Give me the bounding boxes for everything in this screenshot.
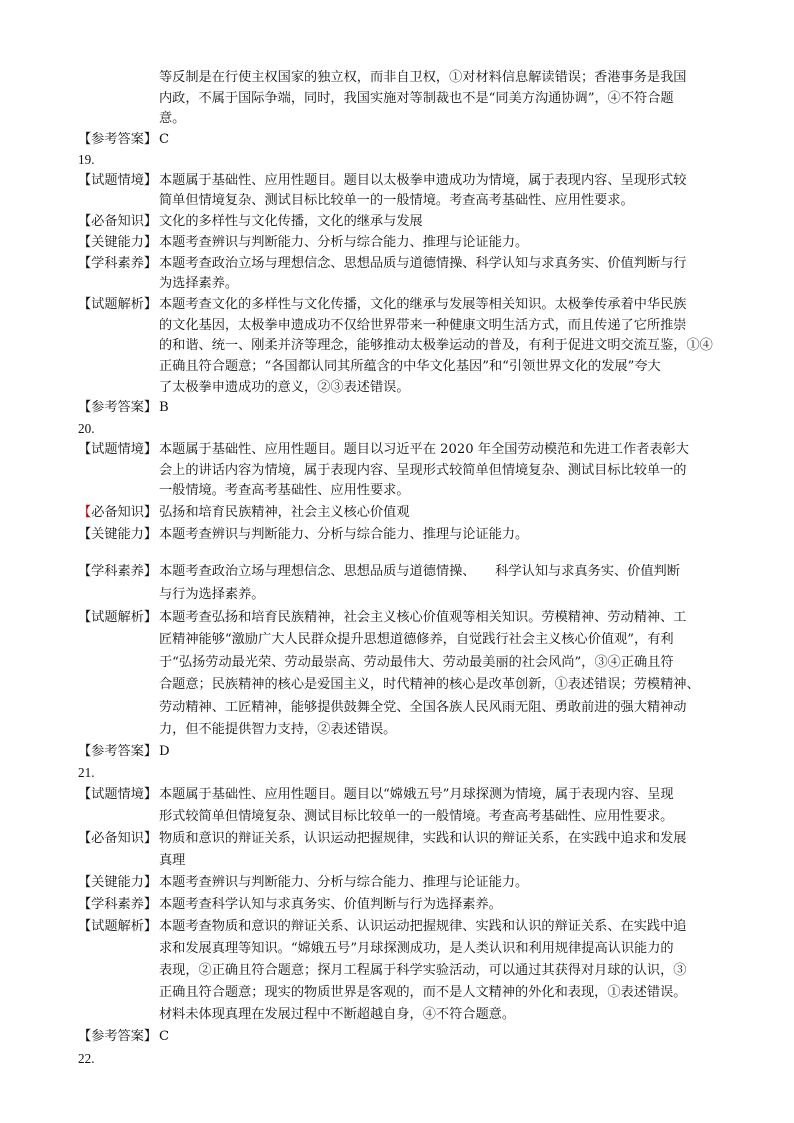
section-text: 本题考查政治立场与理想信念、思想品质与道德情操、科学认知与求真务实、价值判断与行 bbox=[159, 256, 687, 271]
paragraph-line: 等反制是在行使主权国家的独立权，而非自卫权，①对材料信息解读错误；香港事务是我国 bbox=[159, 70, 687, 85]
paragraph-line: 的文化基因，太极拳申遗成功不仅给世界带来一种健康文明生活方式，而且传递了它所推崇 bbox=[159, 318, 687, 333]
section-tag: 【必备知识】 bbox=[78, 505, 158, 520]
question-number: 21. bbox=[78, 765, 95, 780]
section-text: D bbox=[159, 744, 170, 759]
paragraph-line: 与行为选择素养。 bbox=[159, 587, 265, 602]
paragraph-line: 材料未体现真理在发展过程中不断超越自身，④不符合题意。 bbox=[159, 1007, 516, 1022]
section-tag: 【参考答案】 bbox=[78, 400, 158, 415]
question-number: 19. bbox=[78, 152, 95, 167]
question-number: 20. bbox=[78, 421, 95, 436]
section-text: C bbox=[159, 1029, 170, 1044]
section-tag: 【学科素养】 bbox=[78, 564, 158, 579]
paragraph-line: 于“弘扬劳动最光荣、劳动最崇高、劳动最伟大、劳动最美丽的社会风尚”，③④正确且符 bbox=[159, 655, 674, 670]
section-tag: 【必备知识】 bbox=[78, 831, 158, 846]
section-text: C bbox=[159, 132, 170, 147]
section-text: 本题考查辨识与判断能力、分析与综合能力、推理与论证能力。 bbox=[159, 235, 529, 250]
section-text: 本题考查文化的多样性与文化传播，文化的继承与发展等相关知识。太极拳传承着中华民族 bbox=[159, 297, 687, 312]
paragraph-line: 简单但情境复杂、测试目标比较单一的一般情境。考查高考基础性、应用性要求。 bbox=[159, 193, 634, 208]
section-text: B bbox=[159, 400, 169, 415]
section-tag: 【试题解析】 bbox=[78, 919, 158, 934]
paragraph-line: 意。 bbox=[159, 111, 186, 126]
paragraph-line: 表现，②正确且符合题意；探月工程属于科学实验活动，可以通过其获得对月球的认识，③ bbox=[159, 963, 687, 978]
paragraph-line: 的和谐、统一、刚柔并济等理念，能够推动太极拳运动的普及，有利于促进文明交流互鉴，①④ bbox=[159, 338, 713, 353]
section-tag: 【学科素养】 bbox=[78, 256, 158, 271]
paragraph-line: 形式较简单但情境复杂、测试目标比较单一的一般情境。考查高考基础性、应用性要求。 bbox=[159, 809, 674, 824]
section-tag: 【试题情境】 bbox=[78, 787, 158, 802]
section-text: 弘扬和培育民族精神，社会主义核心价值观 bbox=[159, 505, 410, 520]
paragraph-line: 力，但不能提供智力支持，②表述错误。 bbox=[159, 722, 397, 737]
paragraph-line: 为选择素养。 bbox=[159, 276, 239, 291]
section-text: 本题属于基础性、应用性题目。题目以太极拳申遗成功为情境，属于表现内容、呈现形式较 bbox=[159, 173, 687, 188]
section-tag: 【关键能力】 bbox=[78, 527, 158, 542]
paragraph-line: 了太极拳申遗成功的意义，②③表述错误。 bbox=[159, 380, 410, 395]
paragraph-line: 真理 bbox=[159, 853, 186, 868]
paragraph-line: 匠精神能够“激励广大人民群众提升思想道德修养，自觉践行社会主义核心价值观”，有利 bbox=[159, 632, 674, 647]
section-text: 本题属于基础性、应用性题目。题目以习近平在 2020 年全国劳动模范和先进工作者表彰大 bbox=[159, 442, 689, 457]
section-tag: 【试题解析】 bbox=[78, 297, 158, 312]
paragraph-line: 会上的讲话内容为情境，属于表现内容、呈现形式较简单但情境复杂、测试目标比较单一的 bbox=[159, 463, 687, 478]
paragraph-line: 求和发展真理等知识。“嫦娥五号”月球探测成功，是人类认识和利用规律提高认识能力的 bbox=[159, 941, 674, 956]
section-tag: 【关键能力】 bbox=[78, 235, 158, 250]
section-text: 本题属于基础性、应用性题目。题目以“嫦娥五号”月球探测为情境，属于表现内容、呈现 bbox=[159, 787, 674, 802]
section-tag: 【试题情境】 bbox=[78, 442, 158, 457]
paragraph-line: 内政，不属于国际争端，同时，我国实施对等制裁也不是“同美方沟通协调”，④不符合题 bbox=[159, 91, 674, 106]
section-tag: 【参考答案】 bbox=[78, 744, 158, 759]
section-text: 本题考查弘扬和培育民族精神，社会主义核心价值观等相关知识。劳模精神、劳动精神、工 bbox=[159, 610, 687, 625]
paragraph-line: 正确且符合题意；现实的物质世界是客观的，而不是人文精神的外化和表现，①表述错误。 bbox=[159, 985, 687, 1000]
section-tag: 【试题解析】 bbox=[78, 610, 158, 625]
section-text: 本题考查政治立场与理想信念、思想品质与道德情操、 科学认知与求真务实、价值判断 bbox=[159, 564, 680, 579]
paragraph-line: 一般情境。考查高考基础性、应用性要求。 bbox=[159, 483, 410, 498]
paragraph-line: 合题意；民族精神的核心是爱国主义，时代精神的核心是改革创新，①表述错误；劳模精神、 bbox=[159, 677, 700, 692]
section-text: 本题考查科学认知与求真务实、价值判断与行为选择素养。 bbox=[159, 897, 502, 912]
section-text: 本题考查辨识与判断能力、分析与综合能力、推理与论证能力。 bbox=[159, 527, 529, 542]
section-tag: 【试题情境】 bbox=[78, 173, 158, 188]
section-tag: 【参考答案】 bbox=[78, 1029, 158, 1044]
section-tag: 【学科素养】 bbox=[78, 897, 158, 912]
question-number: 22. bbox=[78, 1051, 95, 1066]
section-text: 本题考查物质和意识的辩证关系、认识运动把握规律、实践和认识的辩证关系、在实践中追 bbox=[159, 919, 687, 934]
section-text: 文化的多样性与文化传播，文化的继承与发展 bbox=[159, 214, 423, 229]
section-tag: 【参考答案】 bbox=[78, 132, 158, 147]
paragraph-line: 劳动精神、工匠精神，能够提供鼓舞全党、全国各族人民风雨无阻、勇敢前进的强大精神动 bbox=[159, 700, 687, 715]
section-text: 物质和意识的辩证关系，认识运动把握规律，实践和认识的辩证关系，在实践中追求和发展 bbox=[159, 831, 687, 846]
section-tag: 【关键能力】 bbox=[78, 875, 158, 890]
paragraph-line: 正确且符合题意；“各国都认同其所蕴含的中华文化基因”和“引领世界文化的发展”夸大 bbox=[159, 359, 661, 374]
section-tag: 【必备知识】 bbox=[78, 214, 158, 229]
section-text: 本题考查辨识与判断能力、分析与综合能力、推理与论证能力。 bbox=[159, 875, 529, 890]
